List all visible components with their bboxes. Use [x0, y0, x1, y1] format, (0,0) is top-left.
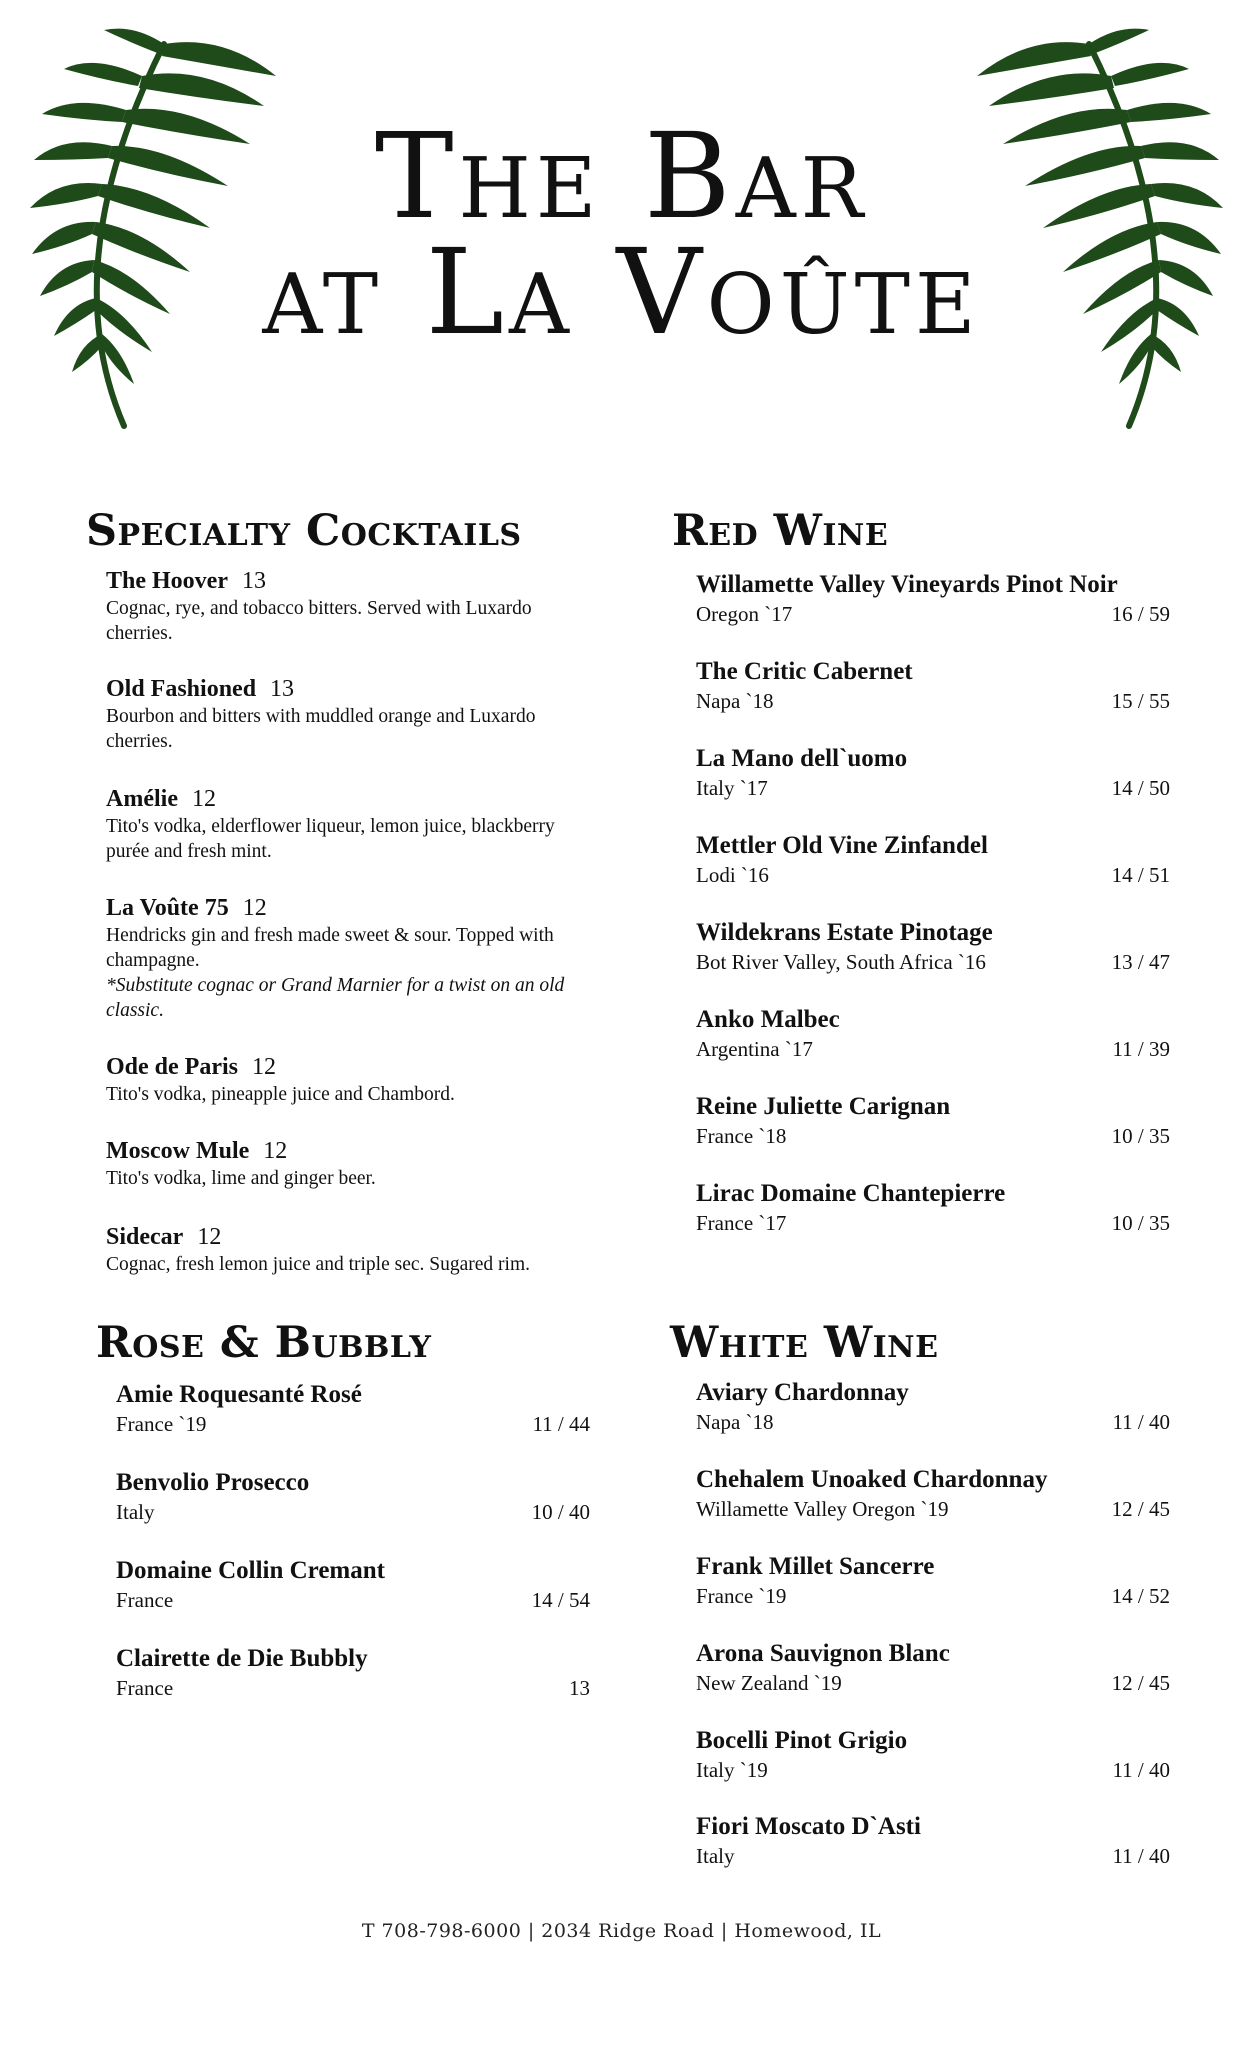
wine-name: La Mano dell`uomo	[696, 745, 908, 772]
wine-name: Fiori Moscato D`Asti	[696, 1813, 921, 1840]
wine-price: 14 / 54	[531, 1588, 590, 1612]
wine-price: 15 / 55	[1111, 689, 1170, 713]
wine-origin: France `17	[696, 1211, 787, 1235]
cocktail-description: Cognac, rye, and tobacco bitters. Served with Luxardo cherries.	[106, 598, 532, 644]
cocktail-name: The Hoover	[106, 568, 228, 594]
wine-item	[696, 1726, 1170, 1784]
wine-item	[696, 1552, 1170, 1610]
cocktail-price: 12	[263, 1138, 288, 1164]
cocktail-name: Moscow Mule	[106, 1138, 250, 1164]
section-heading-rose-bubbly: Rose & Bubbly	[96, 1318, 432, 1368]
wine-name: Bocelli Pinot Grigio	[696, 1727, 908, 1754]
cocktail-description: Tito's vodka, lime and ginger beer.	[106, 1168, 376, 1189]
wine-price: 11 / 39	[1112, 1037, 1170, 1061]
cocktail-name: La Voûte 75	[106, 895, 229, 921]
cocktail-item	[106, 1222, 596, 1277]
wine-name: Clairette de Die Bubbly	[116, 1645, 368, 1672]
wine-origin: France	[116, 1676, 174, 1700]
cocktail-name: Ode de Paris	[106, 1054, 238, 1080]
wine-item	[116, 1556, 590, 1614]
section-heading-white-wine: White Wine	[670, 1318, 939, 1368]
wine-price: 10 / 40	[531, 1500, 590, 1524]
wine-name: Mettler Old Vine Zinfandel	[696, 832, 988, 859]
wine-price: 12 / 45	[1111, 1497, 1170, 1521]
wine-item	[116, 1468, 590, 1526]
wine-price: 11 / 40	[1112, 1410, 1170, 1434]
wine-price: 11 / 40	[1112, 1758, 1170, 1782]
wine-origin: New Zealand `19	[696, 1671, 842, 1695]
wine-item	[696, 570, 1170, 628]
wine-price: 14 / 51	[1111, 863, 1170, 887]
cocktail-price: 12	[191, 786, 216, 812]
wine-item	[696, 918, 1170, 976]
cocktail-description: Tito's vodka, elderflower liqueur, lemon juice, blackberry purée and fresh mint.	[106, 816, 555, 862]
wine-name: Frank Millet Sancerre	[696, 1553, 935, 1580]
cocktail-description: Bourbon and bitters with muddled orange and Luxardo cherries.	[106, 706, 536, 752]
wine-price: 14 / 52	[1111, 1584, 1170, 1608]
wine-name: Amie Roquesanté Rosé	[116, 1381, 362, 1408]
cocktail-price: 12	[252, 1054, 276, 1080]
cocktail-item	[106, 1052, 596, 1107]
wine-item	[696, 657, 1170, 715]
wine-item	[116, 1380, 590, 1438]
wine-origin: Bot River Valley, South Africa `16	[696, 950, 986, 974]
cocktail-item	[106, 784, 596, 864]
menu-title	[0, 107, 1243, 361]
wine-price: 16 / 59	[1111, 602, 1170, 626]
cocktail-name: Sidecar	[106, 1224, 184, 1250]
wine-name: Aviary Chardonnay	[696, 1379, 909, 1406]
wine-price: 13	[569, 1676, 590, 1700]
cocktail-name: Amélie	[106, 786, 178, 812]
wine-item	[696, 1639, 1170, 1697]
section-heading-red-wine: Red Wine	[672, 506, 889, 556]
wine-origin: France `19	[116, 1412, 207, 1436]
contact-footer: T 708-798-6000 | 2034 Ridge Road | Homewood, IL	[361, 1920, 882, 1942]
wine-origin: Willamette Valley Oregon `19	[696, 1497, 949, 1521]
wine-name: Chehalem Unoaked Chardonnay	[696, 1466, 1048, 1493]
wine-price: 11 / 44	[532, 1412, 590, 1436]
wine-origin: Napa `18	[696, 1410, 774, 1434]
wine-name: Wildekrans Estate Pinotage	[696, 919, 993, 946]
wine-origin: Argentina `17	[696, 1037, 813, 1061]
wine-origin: Napa `18	[696, 689, 774, 713]
wine-name: Lirac Domaine Chantepierre	[696, 1180, 1006, 1207]
wine-origin: Lodi `16	[696, 863, 769, 887]
cocktail-description: Tito's vodka, pineapple juice and Chambord.	[106, 1084, 455, 1105]
wine-name: The Critic Cabernet	[696, 658, 913, 685]
wine-origin: France `19	[696, 1584, 787, 1608]
wine-price: 12 / 45	[1111, 1671, 1170, 1695]
wine-item	[116, 1644, 590, 1702]
wine-origin: Italy `19	[696, 1758, 768, 1782]
title-line-1: The Bar	[374, 107, 869, 245]
cocktail-item	[106, 893, 596, 1023]
wine-price: 13 / 47	[1111, 950, 1170, 974]
wine-name: Arona Sauvignon Blanc	[696, 1640, 950, 1667]
wine-name: Willamette Valley Vineyards Pinot Noir	[696, 571, 1118, 598]
wine-price: 10 / 35	[1111, 1211, 1170, 1235]
wine-origin: Oregon `17	[696, 602, 793, 626]
wine-origin: France `18	[696, 1124, 787, 1148]
wine-name: Reine Juliette Carignan	[696, 1093, 951, 1120]
wine-item	[696, 744, 1170, 802]
wine-name: Benvolio Prosecco	[116, 1469, 310, 1496]
cocktail-description: Hendricks gin and fresh made sweet & sour. Topped with champagne.	[106, 925, 554, 971]
wine-origin: France	[116, 1588, 174, 1612]
wine-item	[696, 831, 1170, 889]
cocktail-price: 13	[270, 676, 295, 702]
wine-price: 10 / 35	[1111, 1124, 1170, 1148]
section-heading-cocktails: Specialty Cocktails	[86, 506, 522, 556]
wine-name: Anko Malbec	[696, 1006, 840, 1033]
wine-origin: Italy	[696, 1844, 735, 1868]
cocktail-name: Old Fashioned	[106, 676, 257, 702]
cocktail-price: 13	[241, 568, 266, 594]
wine-item	[696, 1005, 1170, 1063]
cocktail-item	[106, 1136, 596, 1191]
wine-item	[696, 1378, 1170, 1436]
cocktail-item	[106, 674, 596, 754]
cocktail-price: 12	[197, 1224, 222, 1250]
wine-item	[696, 1092, 1170, 1150]
wine-name: Domaine Collin Cremant	[116, 1557, 385, 1584]
wine-origin: Italy `17	[696, 776, 768, 800]
cocktail-item	[106, 566, 596, 646]
wine-item	[696, 1179, 1170, 1237]
cocktail-price: 12	[242, 895, 267, 921]
cocktail-description: Cognac, fresh lemon juice and triple sec. Sugared rim.	[106, 1254, 530, 1275]
wine-origin: Italy	[116, 1500, 155, 1524]
wine-item	[696, 1812, 1170, 1870]
title-line-2: at La Voûte	[262, 223, 981, 361]
wine-item	[696, 1465, 1170, 1523]
wine-price: 14 / 50	[1111, 776, 1170, 800]
cocktail-note: *Substitute cognac or Grand Marnier for a twist on an old classic.	[106, 975, 565, 1021]
wine-price: 11 / 40	[1112, 1844, 1170, 1868]
